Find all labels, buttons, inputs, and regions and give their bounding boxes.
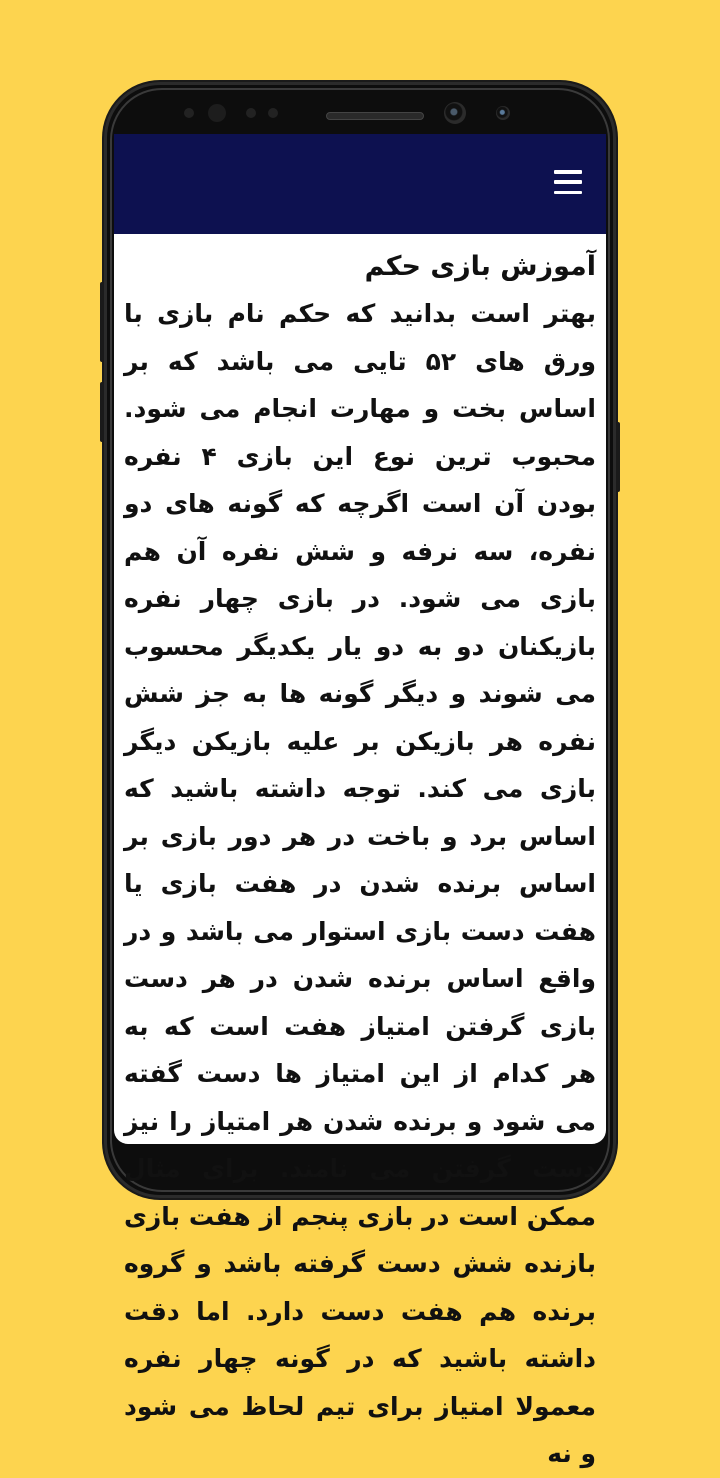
article-body: بهتر است بدانید که حکم نام بازی با ورق های ۵۲ تایی می باشد که بر اساس بخت و مهارت انجام می شود. محبوب ترین نوع این بازی ۴ نفره بودن آن است اگرچه که گونه های دو نفره، سه نرفه و شش نفره آن هم بازی می شود. در بازی چهار نفره بازیکنان دو به دو یار یکدیگر محسوب می شوند و دیگر گونه ها به جز شش نفره هر بازیکن بر علیه بازیکن دیگر بازی می کند. توجه داشته باشید که اساس برد و باخت در هر دور بازی بر اساس برنده شدن در هفت بازی یا هفت دست بازی استوار می باشد و در واقع اساس برنده شدن در هر دست بازی گرفتن امتیاز هفت است که به هر کدام از این امتیاز ها دست گفته می شود و برنده شدن هر امتیاز را نیز دست گرفتن می نامند. برای مثال ممکن است در بازی پنجم از هفت بازی بازنده شش دست گرفته باشد و گروه برنده هم هفت دست دارد. اما دقت داشته باشید که در گونه چهار نفره معمولا امتیاز برای تیم لحاظ می شود و نه [124, 299, 597, 1468]
iris-camera-icon [496, 106, 510, 120]
phone-frame [104, 82, 616, 1468]
sensor-icon [246, 108, 256, 118]
earpiece-speaker [326, 112, 424, 120]
sensor-icon [184, 108, 194, 118]
power-button [616, 422, 620, 492]
front-camera-icon [444, 102, 466, 124]
sensor-icon [268, 108, 278, 118]
iris-sensor-icon [208, 104, 226, 122]
article-title: آموزش بازی حکم [364, 251, 596, 282]
app-bar [114, 134, 606, 234]
screen [114, 134, 606, 1468]
bixby-button [100, 382, 104, 442]
hamburger-menu-icon[interactable] [554, 170, 582, 194]
volume-button [100, 282, 104, 362]
article-content [114, 234, 606, 1478]
